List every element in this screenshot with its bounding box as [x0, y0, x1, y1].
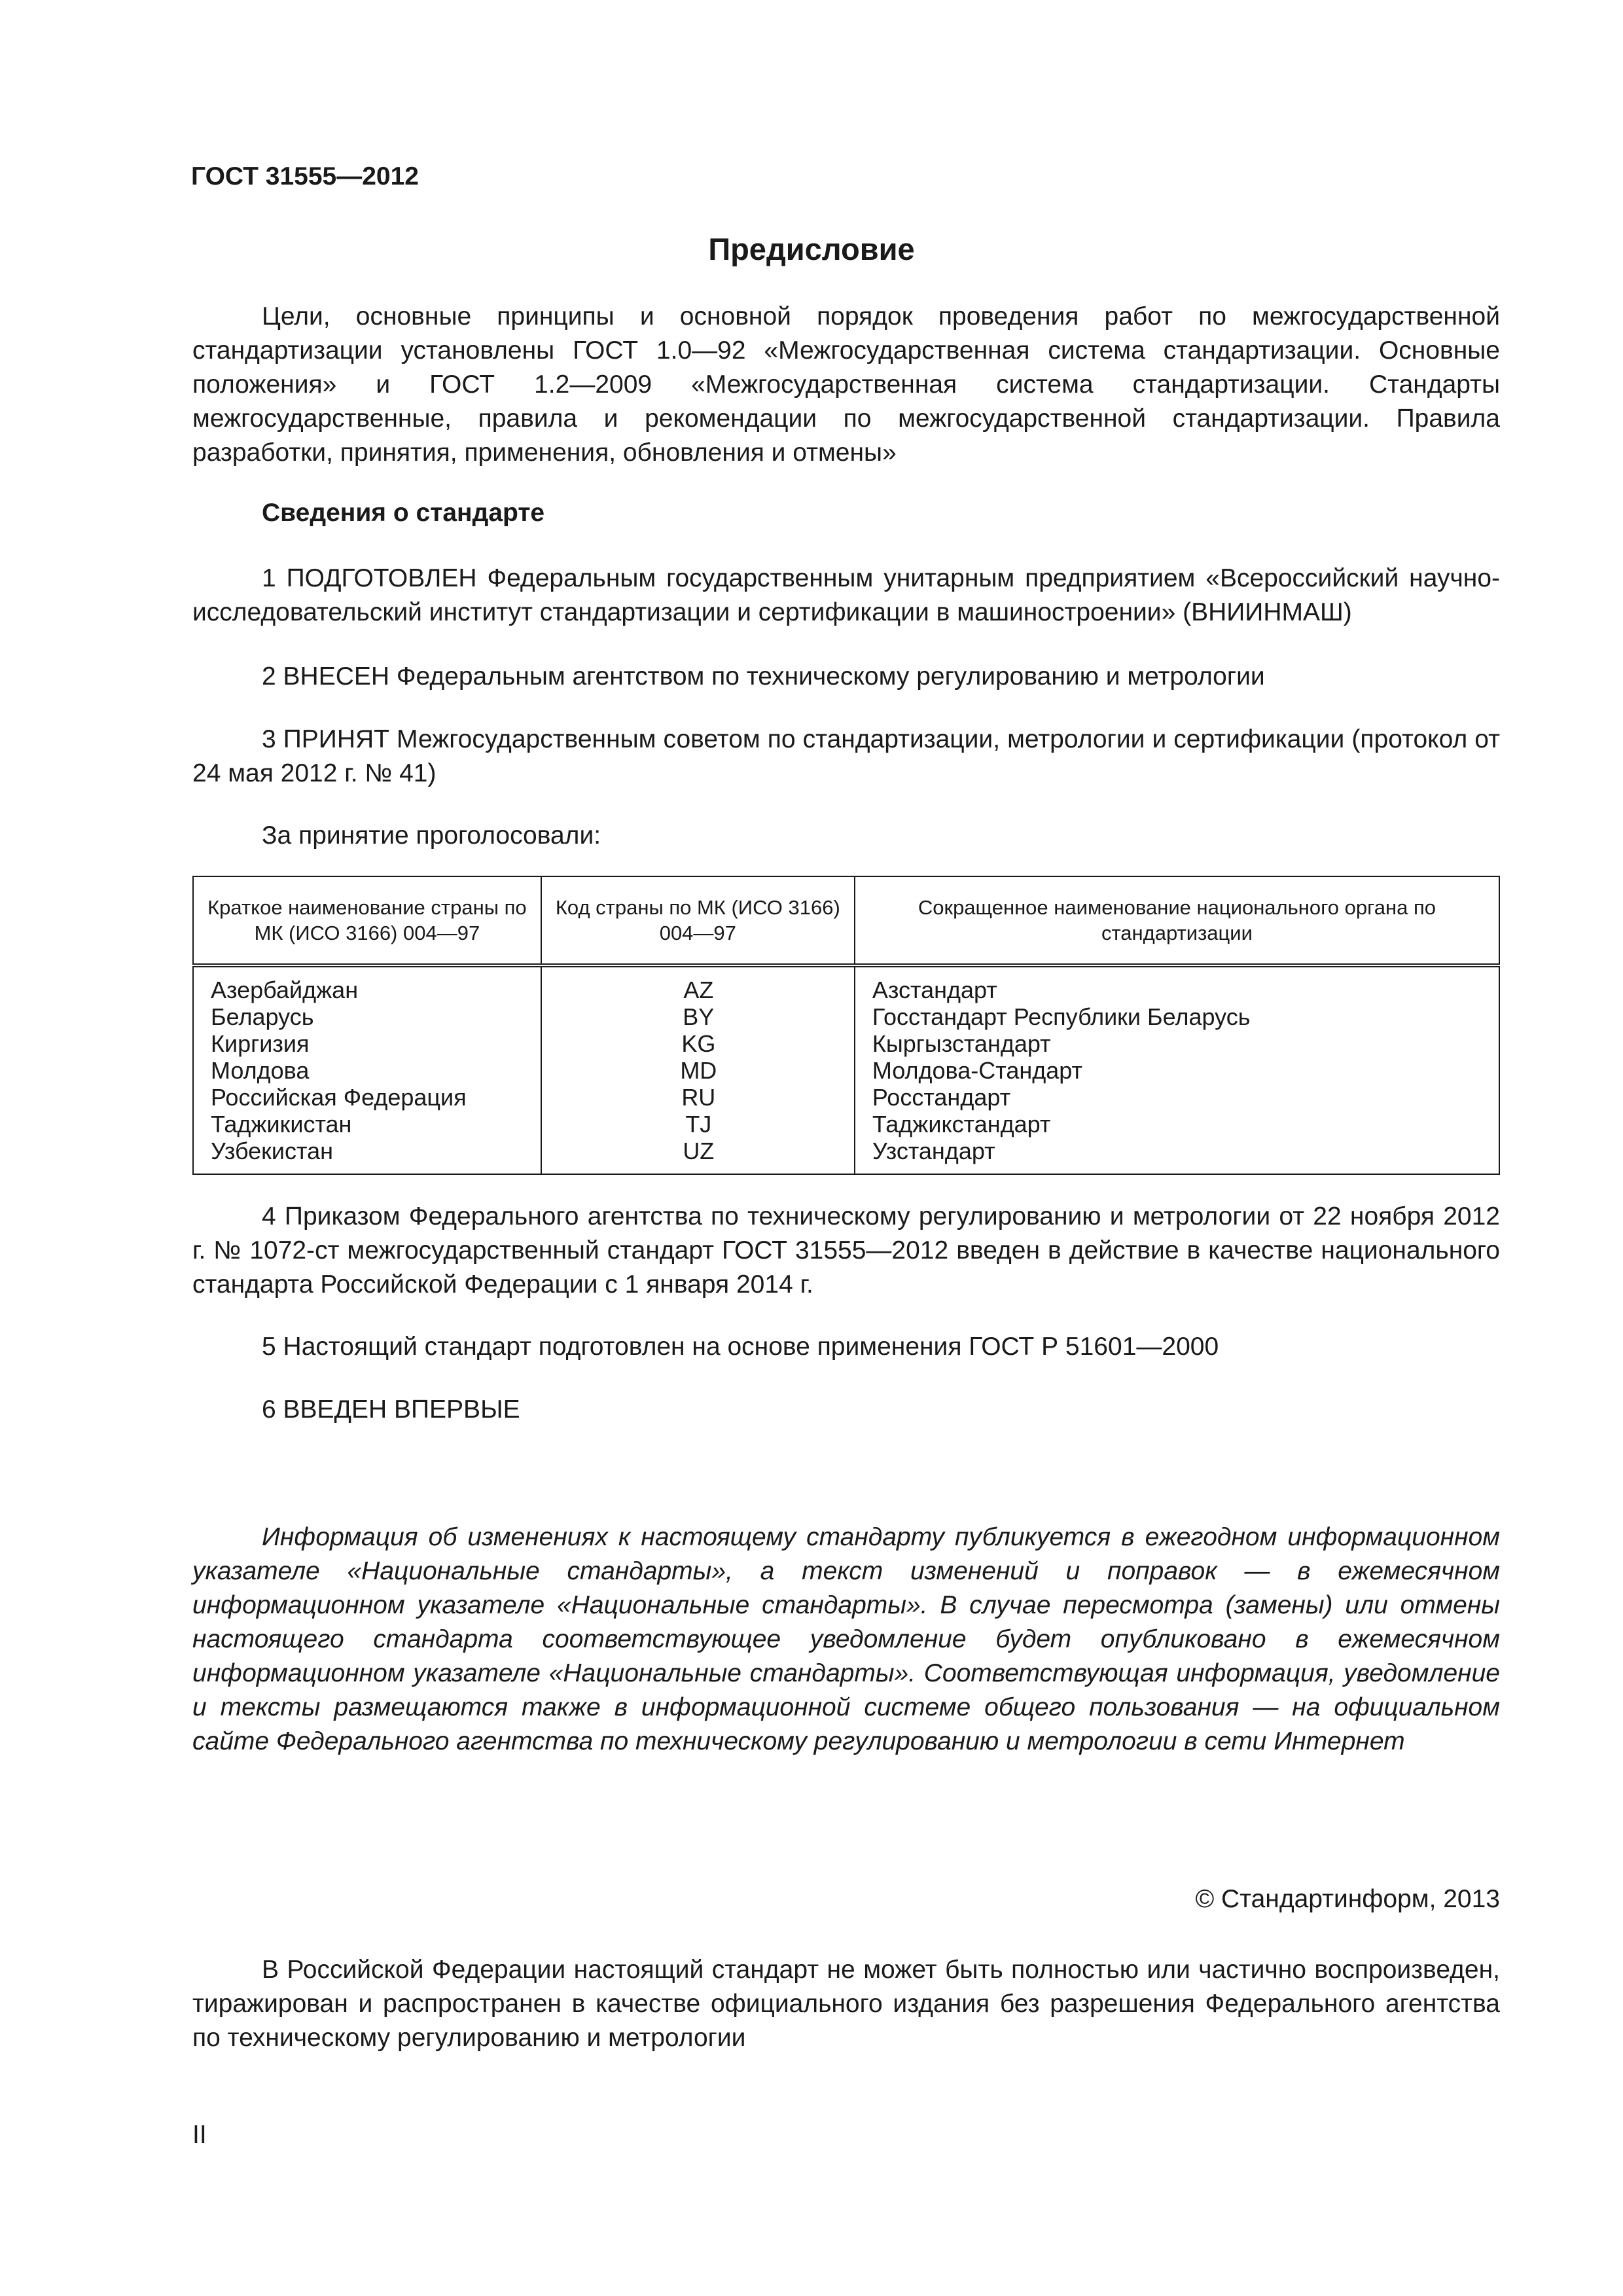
country-code: AZ: [683, 977, 714, 1003]
item-2: 2 ВНЕСЕН Федеральным агентством по техническому регулированию и метрологии: [262, 662, 1265, 691]
country-name: Российская Федерация: [211, 1084, 467, 1111]
header-code: Код страны по МК (ИСО 3166) 004—97: [541, 876, 855, 965]
item-6: 6 ВВЕДЕН ВПЕРВЫЕ: [262, 1395, 520, 1424]
country-code: TJ: [685, 1111, 712, 1138]
standard-code: ГОСТ 31555—2012: [191, 162, 419, 190]
amendment-notice: Информация об изменениях к настоящему стандарту публикуется в ежегодном информационном указателе «Национальные стандарты», а текст изменений и поправок — в ежемесячном информационном указателе «Национальные стандарты». В случае пересмотра (замены) или отмены настоящего стандарта соответствующее уведомление будет опубликовано в ежемесячном информационном указателе «Национальные стандарты». Соответствующая информация, уведомление и тексты размещаются также в информационной системе общего пользования — на официальном сайте Федерального агентства по техническому регулированию и метрологии в сети Интернет: [192, 1523, 1500, 1755]
standards-body: Госстандарт Республики Беларусь: [872, 1003, 1251, 1030]
table-row: [193, 965, 1499, 1174]
item-3: 3 ПРИНЯТ Межгосударственным советом по стандартизации, метрологии и сертификации (протокол от 24 мая 2012 г. № 41): [192, 725, 1500, 787]
country-name: Молдова: [211, 1057, 310, 1084]
country-code: RU: [681, 1084, 716, 1111]
voting-table: [192, 876, 1500, 1175]
vote-label: За принятие проголосовали:: [262, 821, 601, 850]
reproduction-notice: В Российской Федерации настоящий стандарт не может быть полностью или частично воспроизведен, тиражирован и распространен в качестве официального издания без разрешения Федерального агентства по техническому регулированию и метрологии: [192, 1956, 1500, 2052]
country-name: Узбекистан: [211, 1138, 334, 1164]
item-5: 5 Настоящий стандарт подготовлен на основе применения ГОСТ Р 51601—2000: [262, 1333, 1219, 1361]
country-code: KG: [681, 1030, 716, 1057]
standards-body: Узстандарт: [872, 1138, 995, 1164]
country-name: Беларусь: [211, 1003, 314, 1030]
copyright: © Стандартинформ, 2013: [1195, 1885, 1500, 1913]
body-column: [855, 965, 1499, 1174]
country-name: Таджикистан: [211, 1111, 352, 1138]
page-number: II: [192, 2121, 207, 2149]
standards-body: Росстандарт: [872, 1084, 1011, 1111]
item-4: 4 Приказом Федерального агентства по техническому регулированию и метрологии от 22 ноября 2012 г. № 1072-ст межгосударственный стандарт ГОСТ 31555—2012 введен в действие в качестве национального стандарта Российской Федерации с 1 января 2014 г.: [192, 1202, 1500, 1299]
standards-body: Таджикстандарт: [872, 1111, 1051, 1138]
country-code: MD: [680, 1057, 717, 1084]
country-name: Азербайджан: [211, 977, 359, 1003]
standards-body: Кыргызстандарт: [872, 1030, 1051, 1057]
country-name: Киргизия: [211, 1030, 310, 1057]
item-1: 1 ПОДГОТОВЛЕН Федеральным государственным унитарным предприятием «Всероссийский научно-исследовательский институт стандартизации и сертификации в машиностроении» (ВНИИНМАШ): [192, 564, 1500, 626]
table-header-row: [193, 876, 1499, 965]
country-column: [193, 965, 541, 1174]
page-title: Предисловие: [708, 232, 915, 266]
country-code: UZ: [683, 1138, 715, 1164]
country-code: BY: [683, 1003, 715, 1030]
header-country: Краткое наименование страны по МК (ИСО 3166) 004—97: [193, 876, 541, 965]
info-heading: Сведения о стандарте: [262, 499, 545, 527]
standards-body: Молдова-Стандарт: [872, 1057, 1082, 1084]
header-body: Сокращенное наименование национального органа по стандартизации: [855, 876, 1499, 965]
standards-body: Азстандарт: [872, 977, 997, 1003]
intro-paragraph: Цели, основные принципы и основной порядок проведения работ по межгосударственной стандартизации установлены ГОСТ 1.0—92 «Межгосударственная система стандартизации. Основные положения» и ГОСТ 1.2—2009 «Межгосударственная система стандартизации. Стандарты межгосударственные, правила и рекомендации по межгосударственной стандартизации. Правила разработки, принятия, применения, обновления и отмены»: [192, 302, 1500, 467]
code-column: [541, 965, 855, 1174]
